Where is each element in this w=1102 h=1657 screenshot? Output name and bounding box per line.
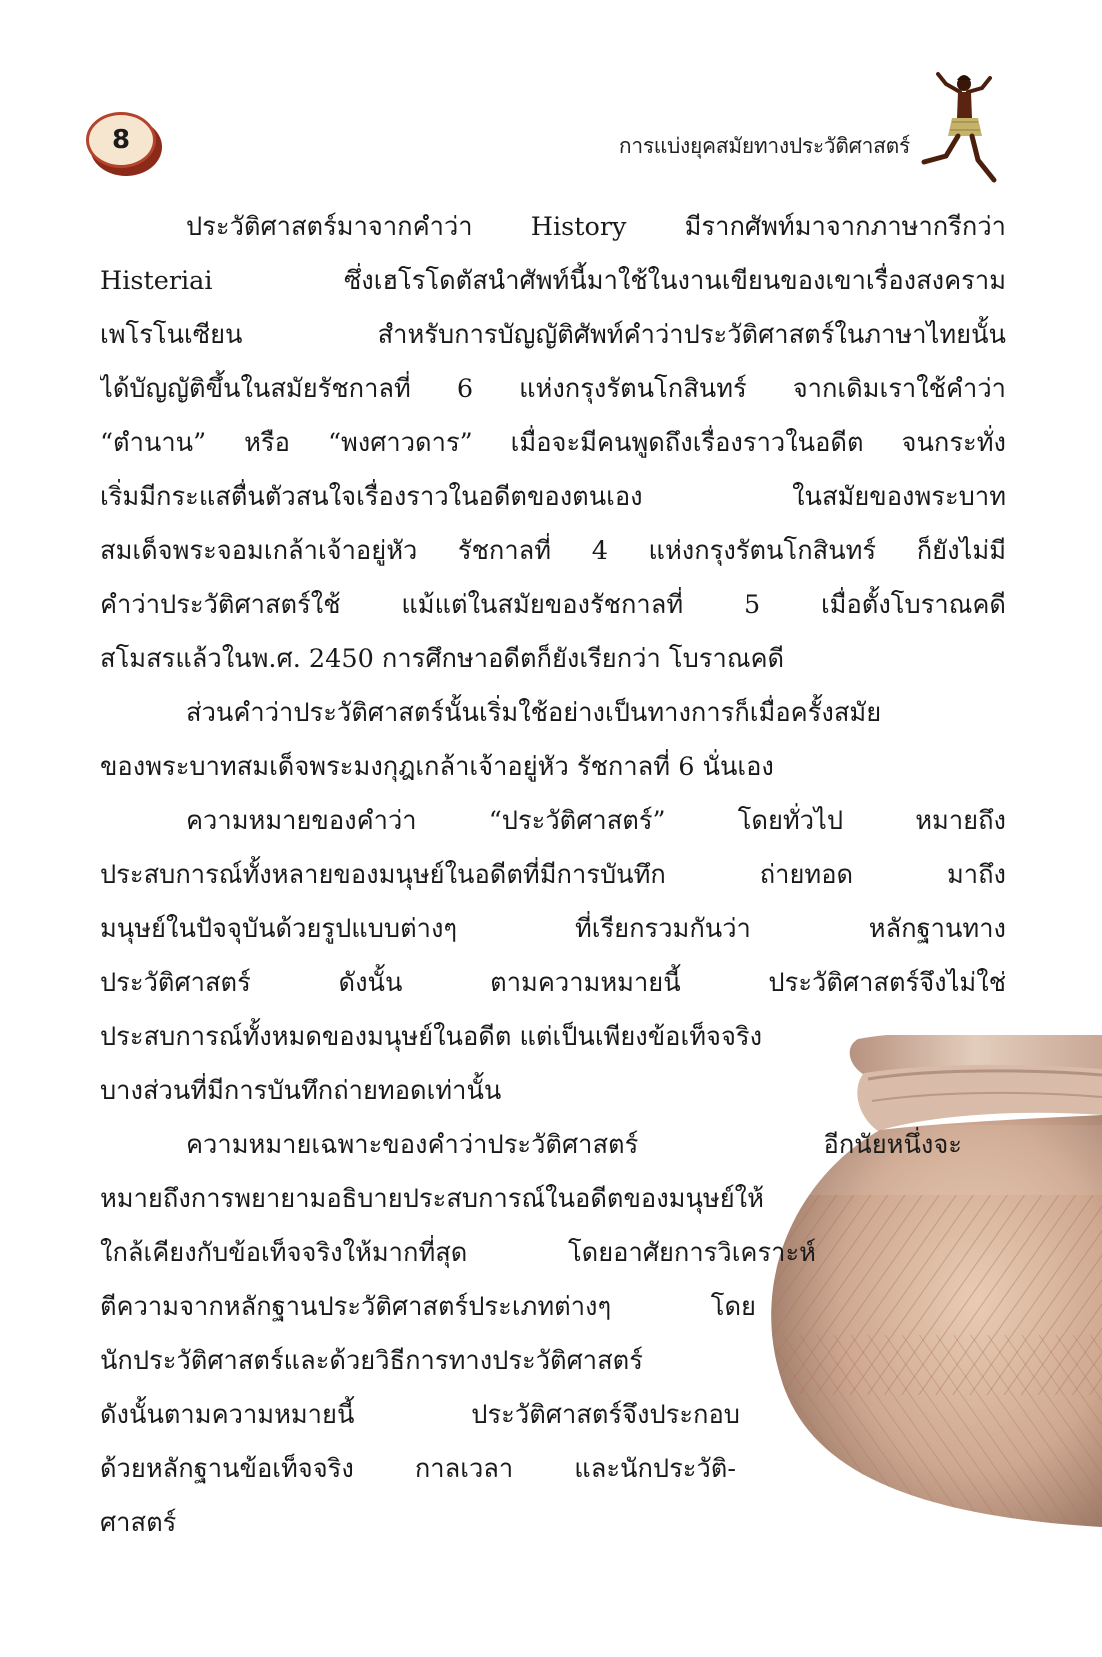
text-line: ด้วยหลักฐานข้อเท็จจริง กาลเวลา และนักประวัติ- — [100, 1454, 736, 1484]
text-line: คำว่าประวัติศาสตร์ใช้ แม้แต่ในสมัยของรัชกาลที่ 5 เมื่อตั้งโบราณคดี — [100, 590, 1006, 620]
page-number: 8 — [86, 112, 156, 168]
text-line: “ตำนาน” หรือ “พงศาวดาร” เมื่อจะมีคนพูดถึงเรื่องราวในอดีต จนกระทั่ง — [100, 428, 1006, 458]
text-line: ประวัติศาสตร์มาจากคำว่า History มีรากศัพท์มาจากภาษากรีกว่า — [186, 212, 1006, 242]
body-text — [100, 200, 1006, 1550]
page-number-badge — [86, 112, 162, 174]
text-line: หมายถึงการพยายามอธิบายประสบการณ์ในอดีตของมนุษย์ให้ — [100, 1184, 764, 1214]
dancer-figure-illustration — [916, 70, 1012, 188]
text-line: บางส่วนที่มีการบันทึกถ่ายทอดเท่านั้น — [100, 1076, 502, 1106]
text-line: ดังนั้นตามความหมายนี้ ประวัติศาสตร์จึงประกอบ — [100, 1400, 740, 1430]
text-line: ความหมายเฉพาะของคำว่าประวัติศาสตร์ อีกนัยหนึ่งจะ — [186, 1130, 962, 1160]
text-line: มนุษย์ในปัจจุบันด้วยรูปแบบต่างๆ ที่เรียกรวมกันว่า หลักฐานทาง — [100, 914, 1006, 944]
text-line: สโมสรแล้วในพ.ศ. 2450 การศึกษาอดีตก็ยังเรียกว่า โบราณคดี — [100, 644, 785, 674]
text-line: ประวัติศาสตร์ ดังนั้น ตามความหมายนี้ ประวัติศาสตร์จึงไม่ใช่ — [100, 968, 1006, 998]
text-line: ศาสตร์ — [100, 1508, 177, 1538]
text-line: ของพระบาทสมเด็จพระมงกุฎเกล้าเจ้าอยู่หัว รัชกาลที่ 6 นั่นเอง — [100, 752, 774, 782]
text-line: ประสบการณ์ทั้งหมดของมนุษย์ในอดีต แต่เป็นเพียงข้อเท็จจริง — [100, 1022, 763, 1052]
text-line: ส่วนคำว่าประวัติศาสตร์นั้นเริ่มใช้อย่างเป็นทางการก็เมื่อครั้งสมัย — [186, 698, 882, 728]
text-line: ความหมายของคำว่า “ประวัติศาสตร์” โดยทั่วไป หมายถึง — [186, 806, 1006, 836]
text-line: ใกล้เคียงกับข้อเท็จจริงให้มากที่สุด โดยอาศัยการวิเคราะห์ — [100, 1238, 816, 1268]
text-line: Histeriai ซึ่งเฮโรโดตัสนำศัพท์นี้มาใช้ในงานเขียนของเขาเรื่องสงคราม — [100, 266, 1006, 296]
running-header: การแบ่งยุคสมัยทางประวัติศาสตร์ — [618, 134, 910, 158]
text-line: ได้บัญญัติขึ้นในสมัยรัชกาลที่ 6 แห่งกรุงรัตนโกสินทร์ จากเดิมเราใช้คำว่า — [100, 374, 1006, 404]
text-line: สมเด็จพระจอมเกล้าเจ้าอยู่หัว รัชกาลที่ 4 แห่งกรุงรัตนโกสินทร์ ก็ยังไม่มี — [100, 536, 1006, 566]
text-line: เพโรโนเซียน สำหรับการบัญญัติศัพท์คำว่าประวัติศาสตร์ในภาษาไทยนั้น — [100, 320, 1006, 350]
text-line: เริ่มมีกระแสตื่นตัวสนใจเรื่องราวในอดีตของตนเอง ในสมัยของพระบาท — [100, 482, 1006, 512]
text-line: ประสบการณ์ทั้งหลายของมนุษย์ในอดีตที่มีการบันทึก ถ่ายทอด มาถึง — [100, 860, 1006, 890]
text-line: ตีความจากหลักฐานประวัติศาสตร์ประเภทต่างๆ โดย — [100, 1292, 756, 1322]
text-line: นักประวัติศาสตร์และด้วยวิธีการทางประวัติศาสตร์ — [100, 1346, 643, 1376]
